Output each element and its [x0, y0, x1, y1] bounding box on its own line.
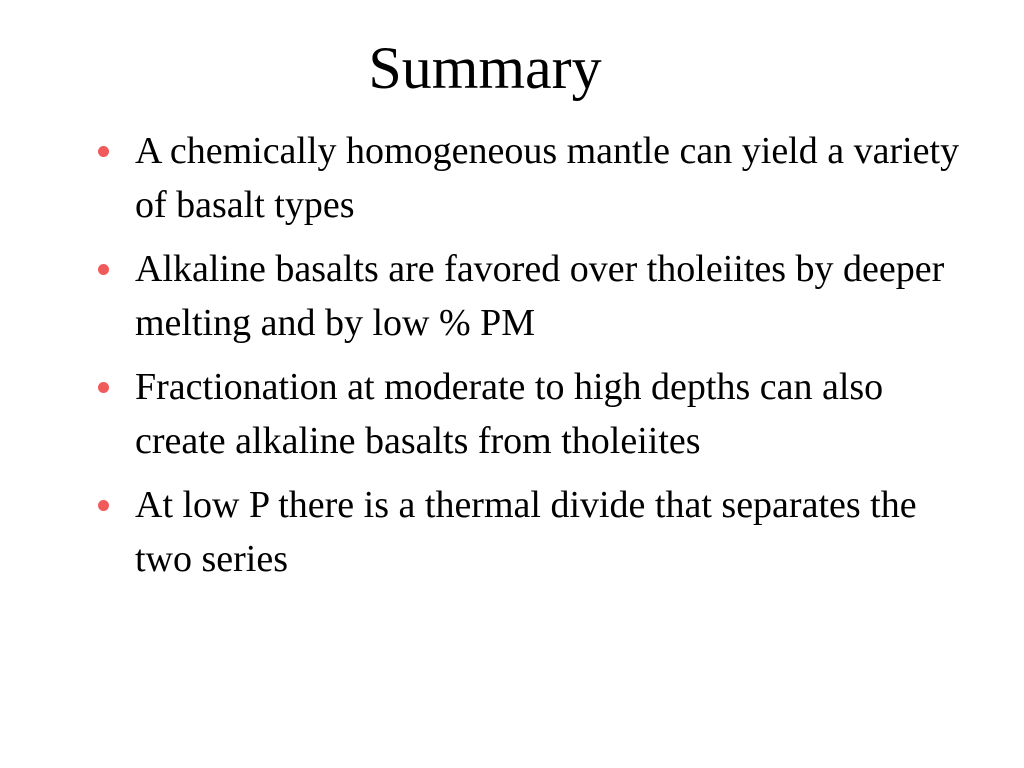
bullet-dot-icon: [98, 146, 109, 157]
bullet-item: [95, 478, 975, 586]
bullet-text: Fractionation at moderate to high depths can also create alkaline basalts from tholeiites: [135, 366, 884, 462]
bullet-list: [95, 124, 975, 596]
bullet-item: [95, 242, 975, 350]
bullet-text: A chemically homogeneous mantle can yield a variety of basalt types: [135, 130, 960, 226]
bullet-dot-icon: [98, 500, 109, 511]
bullet-dot-icon: [98, 264, 109, 275]
bullet-text: At low P there is a thermal divide that separates the two series: [135, 484, 917, 580]
bullet-item: [95, 124, 975, 232]
bullet-dot-icon: [98, 382, 109, 393]
slide-title: Summary: [368, 35, 602, 101]
bullet-item: [95, 360, 975, 468]
bullet-text: Alkaline basalts are favored over tholeiites by deeper melting and by low % PM: [135, 248, 945, 344]
